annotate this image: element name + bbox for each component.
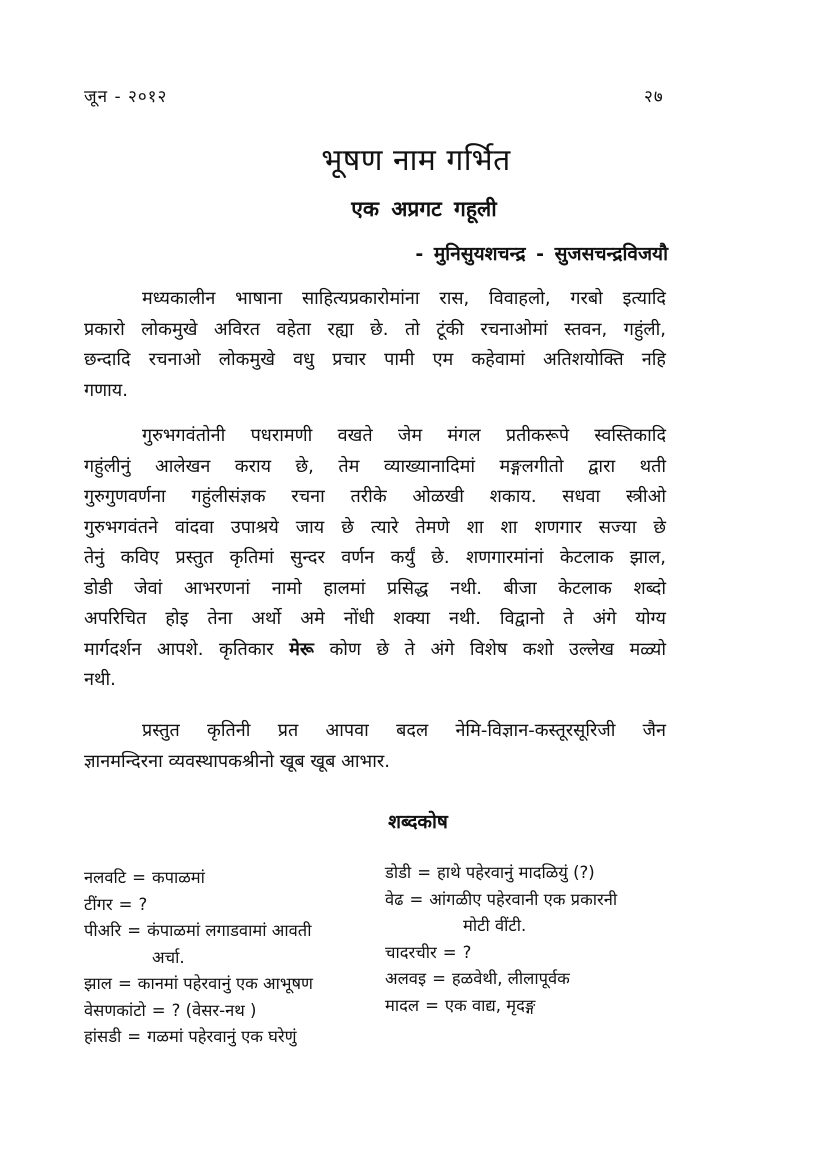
paragraph-line: अपरिचित होइ तेना अर्थो अमे नोंधी शक्या नथी. विद्वानो ते अंगे योग्य xyxy=(84,608,666,629)
glossary-term: अलवइ xyxy=(385,969,427,988)
equals-sign: = xyxy=(425,995,439,1015)
paragraph-line: छन्दादि रचनाओ लोकमुखे वधु प्रचार पामी एम कहेवामां अतिशयोक्ति नहि xyxy=(84,349,666,370)
paragraph-line: गुरुभगवंतने वांदवा उपाश्रये जाय छे त्यारे तेमणे शा शा शणगार सज्या छे xyxy=(84,516,666,538)
equals-sign: = xyxy=(442,942,457,962)
paragraph-line-with-bold xyxy=(84,635,666,666)
article-author: - मुनिसुयशचन्द्र - सुजसचन्द्रविजयौ xyxy=(415,243,668,265)
equals-sign: = xyxy=(417,863,432,882)
glossary-meaning: कपाळमां xyxy=(151,868,205,887)
equals-sign: = xyxy=(151,1000,166,1020)
glossary-meaning-continued: मोटी वींटी. xyxy=(463,916,527,935)
equals-sign: = xyxy=(127,921,142,940)
glossary-term: चादरचीर xyxy=(385,942,437,962)
glossary-term: झाल xyxy=(84,974,112,993)
paragraph-line: प्रकारो लोकमुखे अविरत वहेता रह्या छे. तो टूंकी रचनाओमां स्तवन, गहुंली, xyxy=(84,318,666,340)
paragraph-line: ज्ञानमन्दिरना व्यवस्थापकश्रीनो खूब खूब आभार. xyxy=(84,750,390,772)
glossary-meaning: कानमां पहेरवानुं एक आभूषण xyxy=(137,974,313,993)
glossary-entry xyxy=(84,998,374,1025)
glossary-meaning: ? xyxy=(138,894,148,914)
glossary-meaning: हळवेथी, लीलापूर्वक xyxy=(451,969,570,988)
glossary-right-column xyxy=(385,860,675,1019)
glossary-meaning: आंगळीए पहेरवानी एक प्रकारनी xyxy=(429,889,618,909)
equals-sign: = xyxy=(117,974,132,993)
glossary-term: नलवटि xyxy=(84,868,127,887)
glossary-meaning: कंपाळमां लगाडवामां आवती xyxy=(147,921,312,940)
glossary-meaning-continued: अर्चा. xyxy=(152,947,185,967)
paragraph-line: गहुंलीनुं आलेखन कराय छे, तेम व्याख्यानादिमां मङ्गलगीतो द्वारा थती xyxy=(84,455,666,477)
glossary-meaning: हाथे पहेरवानुं मादळियुं (?) xyxy=(437,863,595,882)
glossary-title: शब्दकोष xyxy=(388,811,448,833)
paragraph-line: मध्यकालीन भाषाना साहित्यप्रकारोमांना रास, विवाहलो, गरबो इत्यादि xyxy=(142,288,666,309)
equals-sign: = xyxy=(432,969,446,988)
glossary-entry xyxy=(84,892,374,919)
glossary-entry xyxy=(84,1024,374,1051)
paragraph-line: डोडी जेवां आभरणनां नामो हालमां प्रसिद्ध नथी. बीजा केटलाक शब्दो xyxy=(84,577,666,599)
page-number: २७ xyxy=(644,87,664,107)
glossary-meaning: ? (वेसर-नथ ) xyxy=(171,1000,257,1020)
glossary-term: पीअरि xyxy=(84,921,122,940)
glossary-entry xyxy=(84,865,374,892)
paragraph-line: प्रस्तुत कृतिनी प्रत आपवा बदल नेमि-विज्ञान-कस्तूरसूरिजी जैन xyxy=(142,720,666,741)
glossary-meaning: ? xyxy=(462,942,472,962)
author-name-meru: मेरू xyxy=(289,638,314,660)
equals-sign: = xyxy=(118,894,133,914)
article-subtitle: एक अप्रगट गहूली xyxy=(351,197,497,221)
paragraph-line: गणाय. xyxy=(84,379,128,401)
glossary-entry xyxy=(385,993,675,1020)
glossary-entry xyxy=(385,860,675,887)
article-title: भूषण नाम गर्भित xyxy=(321,143,511,178)
equals-sign: = xyxy=(132,868,146,887)
glossary-entry xyxy=(84,971,374,998)
issue-date: जून - २०१२ xyxy=(84,87,168,107)
glossary-entry xyxy=(385,966,675,993)
glossary-term: डोडी xyxy=(385,863,412,882)
glossary-entry xyxy=(385,940,675,967)
line-start: मार्गदर्शन आपशे. कृतिकार xyxy=(84,638,274,660)
paragraph-line: नथी. xyxy=(84,669,116,690)
glossary-term: हांसडी xyxy=(84,1027,122,1046)
paragraph-description xyxy=(84,421,666,696)
glossary-left-column xyxy=(84,865,374,1051)
glossary-entry xyxy=(385,887,675,940)
glossary-entry xyxy=(84,918,374,971)
glossary-meaning: गळमां पहेरवानुं एक घरेणुं xyxy=(147,1027,297,1046)
equals-sign: = xyxy=(409,889,424,909)
paragraph-line: गुरुगुणवर्णना गहुंलीसंज्ञक रचना तरीके ओळखी शकाय. सधवा स्त्रीओ xyxy=(84,486,666,507)
paragraph-intro xyxy=(84,284,666,406)
glossary-term: वेढ xyxy=(385,889,404,909)
paragraph-line: तेनुं कविए प्रस्तुत कृतिमां सुन्दर वर्णन कर्युं छे. शणगारमांनां केटलाक झाल, xyxy=(84,547,666,568)
glossary-term: वेसणकांटो xyxy=(84,1000,146,1020)
paragraph-line: गुरुभगवंतोनी पधरामणी वखते जेम मंगल प्रतीकरूपे स्वस्तिकादि xyxy=(142,425,666,446)
line-end: कोण छे ते अंगे विशेष कशो उल्लेख मळ्यो xyxy=(329,638,666,660)
glossary-term: मादल xyxy=(385,995,420,1015)
paragraph-acknowledgement xyxy=(84,716,666,777)
glossary-term: टींगर xyxy=(84,894,113,914)
equals-sign: = xyxy=(127,1027,142,1046)
glossary-meaning: एक वाद्य, मृदङ्ग xyxy=(444,995,536,1015)
